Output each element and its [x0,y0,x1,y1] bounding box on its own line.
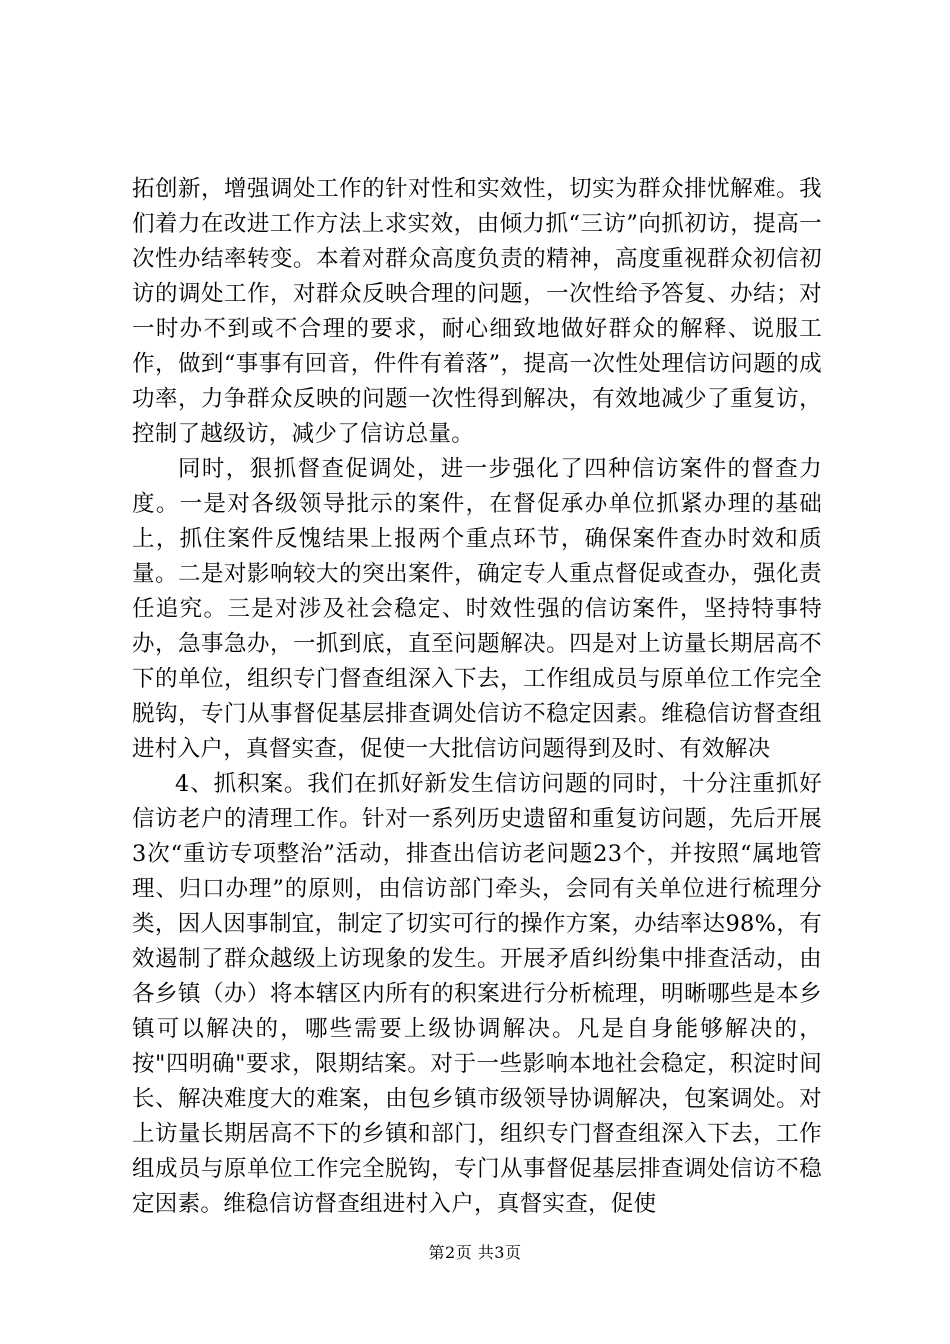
paragraph-supervision: 同时，狠抓督查促调处，进一步强化了四种信访案件的督查力度。一是对各级领导批示的案件，在督促承办单位抓紧办理的基础上，抓住案件反愧结果上报两个重点环节，确保案件查办时效和质量。二是对影响较大的突出案件，确定专人重点督促或查办，强化责任追究。三是对涉及社会稳定、时效性强的信访案件，坚持特事特办，急事急办，一抓到底，直至问题解决。四是对上访量长期居高不下的单位，组织专门督查组深入下去，工作组成员与原单位工作完全脱钩，专门从事督促基层排查调处信访不稳定因素。维稳信访督查组进村入户，真督实查，促使一大批信访问题得到及时、有效解决 [132,456,822,762]
paragraph-continued: 拓创新，增强调处工作的针对性和实效性，切实为群众排忧解难。我们着力在改进工作方法上求实效，由倾力抓“三访”向抓初访，提高一次性办结率转变。本着对群众高度负责的精神，高度重视群众初信初访的调处工作，对群众反映合理的问题，一次性给予答复、办结；对一时办不到或不合理的要求，耐心细致地做好群众的解释、说服工作，做到“事事有回音，件件有着落”，提高一次性处理信访问题的成功率，力争群众反映的问题一次性得到解决，有效地减少了重复访，控制了越级访，减少了信访总量。 [132,176,822,447]
page-number-footer: 第2页 共3页 [428,1243,522,1262]
document-body [132,172,822,1222]
paragraph-backlog-cases: 4、抓积案。我们在抓好新发生信访问题的同时，十分注重抓好信访老户的清理工作。针对一系列历史遗留和重复访问题，先后开展3次“重访专项整治”活动，排查出信访老问题23个，并按照“属地管理、归口办理”的原则，由信访部门牵头，会同有关单位进行梳理分类，因人因事制宜，制定了切实可行的操作方案，办结率达98%，有效遏制了群众越级上访现象的发生。开展矛盾纠纷集中排查活动，由各乡镇（办）将本辖区内所有的积案进行分析梳理，明晰哪些是本乡镇可以解决的，哪些需要上级协调解决。凡是自身能够解决的，按"四明确"要求，限期结案。对于一些影响本地社会稳定，积淀时间长、解决难度大的难案，由包乡镇市级领导协调解决，包案调处。对上访量长期居高不下的乡镇和部门，组织专门督查组深入下去，工作组成员与原单位工作完全脱钩，专门从事督促基层排查调处信访不稳定因素。维稳信访督查组进村入户，真督实查，促使 [132,771,822,1217]
